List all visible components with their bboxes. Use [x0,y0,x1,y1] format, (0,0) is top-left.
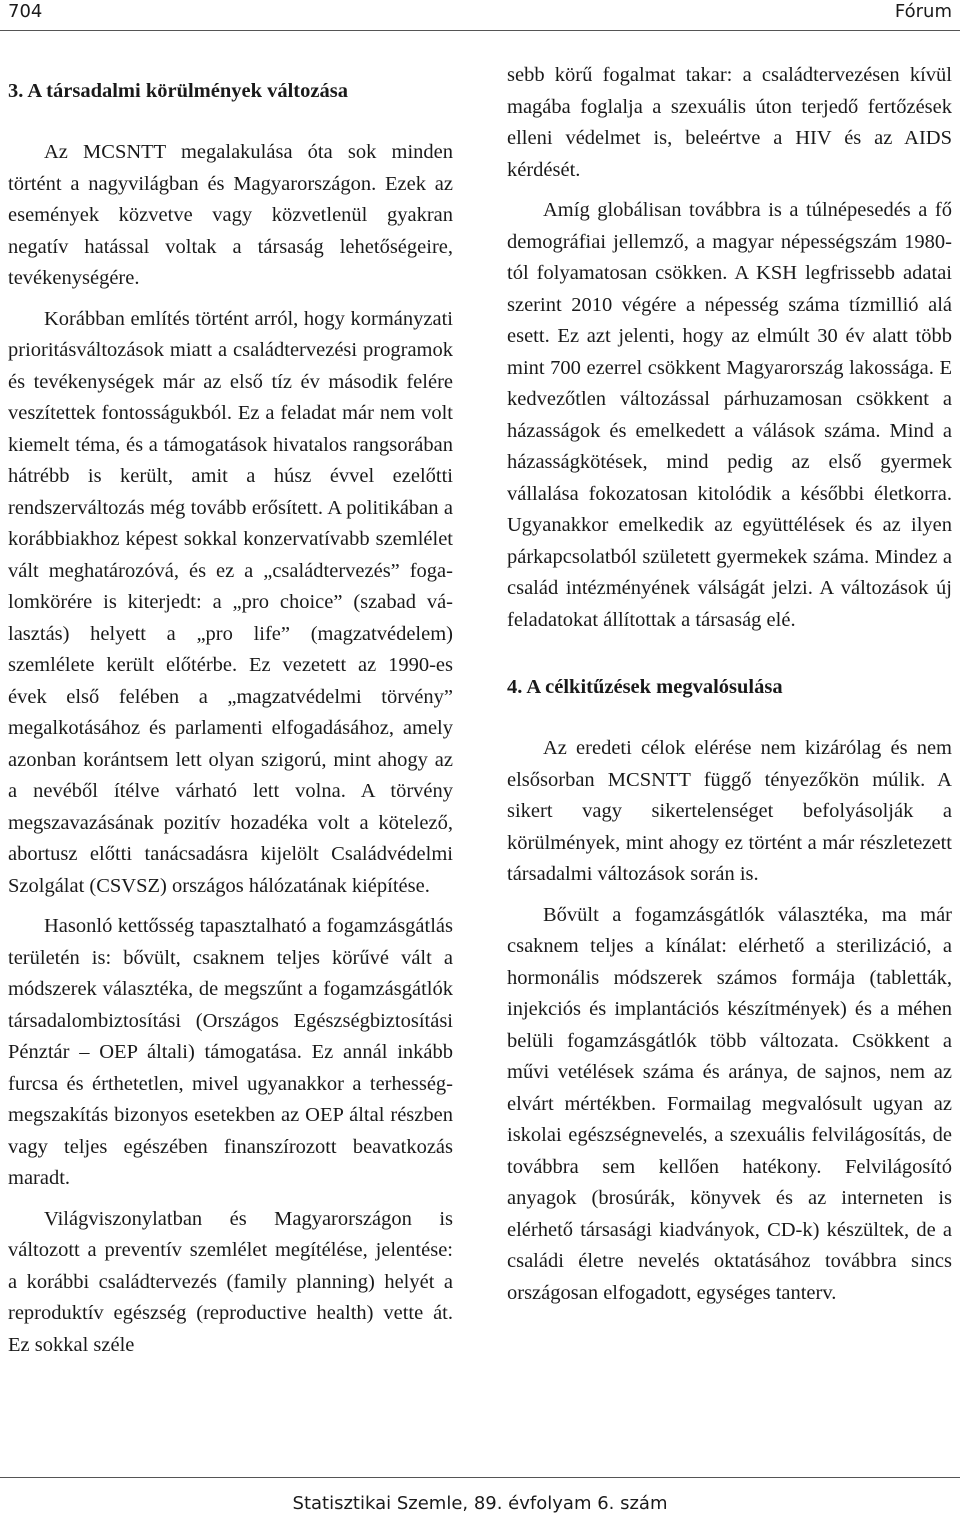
section-name: Fórum [894,1,952,22]
paragraph: Az eredeti célok elérése nem kizárólag és nem elsősorban MCSNTT függő tényezőkön múlik. A sikert vagy sikertelenséget befolyásolják a körülmények, mint ahogy ez történt a már részletezett társadalmi változások során is. [507,737,952,885]
page-number: 704 [8,1,43,22]
page-footer: Statisztikai Szemle, 89. évfolyam 6. szám [292,1493,668,1514]
footer-divider [0,1477,960,1478]
left-column [8,60,453,1460]
paragraph: Világviszonylatban és Magyarországon is változott a preventív szemlélet megítélése, jelentése: a korábbi családtervezés (family planning) helyét a reproduktív egészség (reproductive health) vette át. Ez sokkal széle [8,1207,453,1356]
paragraph: Hasonló kettősség tapasztalható a fogamzásgátlás területén is: bővült, csaknem teljes körűvé vált a módszerek választéka, de megszűnt a fogamzásgátlók társadalombiztosítási (Országos Egészségbiztosítási Pénztár – OEP általi) támogatása. Ez annál inkább furcsa és érthetetlen, mivel ugyanakkor a terhességmegszakítás bizonyos esetekben az OEP által részben vagy teljes egészében finanszírozott beavatkozás maradt. [8,915,453,1189]
paragraph: Bővült a fogamzásgátlók választéka, ma már csaknem teljes a kínálat: elérhető a sterilizáció, a hormonális módszerek számos formája (tabletták, injekciós és implantációs készítmények) és a méhen belüli fogamzásgátlók több változata. Csökkent a művi vetélések száma és aránya, de sajnos, nem az elvárt mértékben. Formailag megvalósult ugyan az iskolai egészségnevelés, a szexuális felvilágosítás, de továbbra sem kellően hatékony. Felvilágosító anyagok (brosúrák, könyvek és az interneten is elérhető társasági kiadványok, CD-k) készültek, de a családi életre nevelés oktatásához továbbra sincs országosan elfogadott, egységes tanterv. [507,903,952,1304]
right-column [507,60,952,1460]
paragraph: Korábban említés történt arról, hogy kormányzati prioritásváltozások miatt a családtervezési programok és tevékenységek már az első tíz év második felére veszítettek fontosságukból. Ez a feladat már nem volt kiemelt téma, és a támogatások hivatalos rangsorában hátrébb is került, amit a húsz évvel ezelőtti rendszerváltozás még tovább erősített. A politikában a korábbiakhoz képest sokkal konzervatívabb szemlélet vált meghatározóvá, és ez a „családtervezés” fogalomkörére is kiterjedt: a „pro choice” (szabad választás) helyett a „pro life” (magzatvédelem) szemlélete került előtérbe. Ez vezetett az 1990-es évek első felében a „magzatvédelmi törvény” megalkotásához és parlamenti elfogadásához, amely azonban korántsem lett olyan szigorú, mint ahogy az a nevéből ítélve várható lett volna. A törvény megszavazásának pozitív hozadéka volt a kötelező, abortusz előtti tanácsadásra kijelölt Családvédelmi Szolgálat (CSVSZ) országos hálózatának kiépítése. [8,307,453,897]
page-header [0,0,960,31]
section-heading-4: 4. A célkitűzések megvalósulása [507,676,783,698]
paragraph: sebb körű fogalmat takar: a családtervezésen kívül magába foglalja a szexuális úton terjedő fertőzések elleni védelmet is, beleértve a HIV és az AIDS kérdését. [507,64,952,181]
paragraph: Az MCSNTT megalakulása óta sok minden történt a nagyvilágban és Magyarországon. Ezek az események közvetve vagy közvetlenül gyakran negatív hatással voltak a társaság lehetőségeire, tevékenységére. [8,141,453,289]
section-heading-3: 3. A társadalmi körülmények változása [8,80,348,102]
paragraph: Amíg globálisan továbbra is a túlnépesedés a fő demográfiai jellemző, a magyar népességszám 1980-tól folyamatosan csökken. A KSH legfrissebb adatai szerint 2010 végére a népesség száma tízmillió alá esett. Ez azt jelenti, hogy az elmúlt 30 év alatt több mint 700 ezerrel csökkent Magyarország lakossága. E kedvezőtlen változással párhuzamosan csökkent a házasságok és emelkedett a válások száma. Mind a házasságkötések, mind pedig az első gyermek vállalása fokozatosan kitolódik a későbbi életkorra. Ugyanakkor emelkedik az együttélések és az ilyen párkapcsolatból született gyermekek száma. Mindez a család intézményének válságát jelzi. A változások új feladatokat állítottak a társaság elé. [507,199,952,631]
